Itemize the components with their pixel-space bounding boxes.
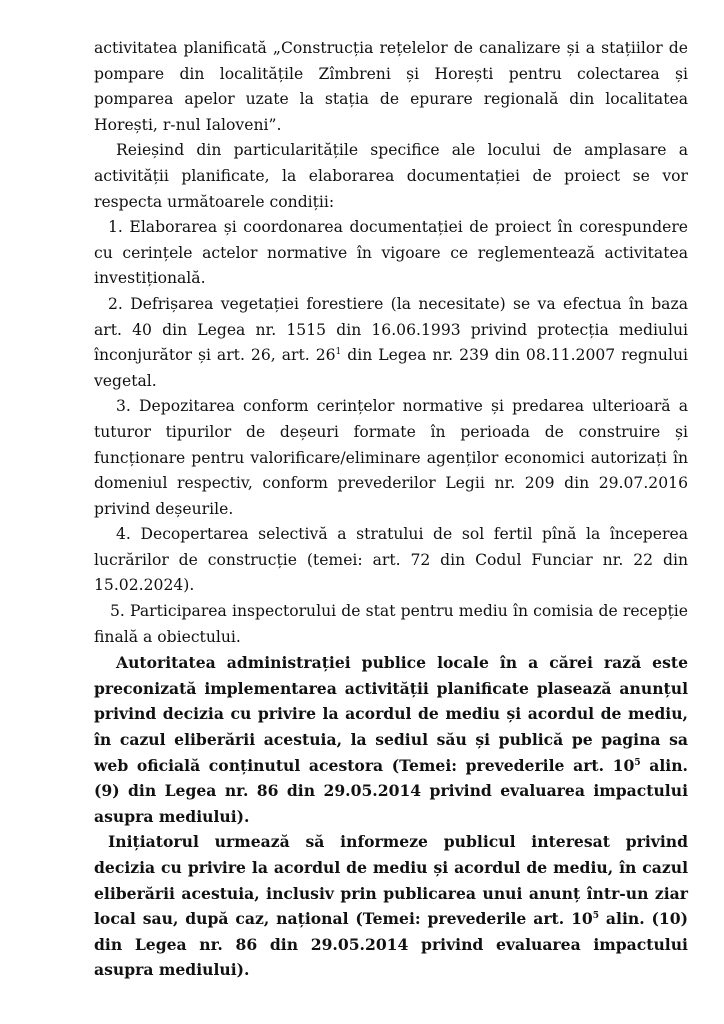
intro-paragraph: activitatea planificată „Construcția rețelelor de canalizare și a stațiilor de pompare din localitățile Zîmbreni și Horești pentru colectarea și pomparea apelor uzate la stația de epurare regională din localitatea Horești, r-nul Ialoveni”. — [94, 39, 688, 134]
document-page — [94, 36, 688, 983]
condition-2-text-a: 2. Defrișarea vegetației forestiere (la necesitate) se va efectua în baza art. 40 din Legea nr. 1515 din 16.06.1993 privind protecția mediului înconjurător și art. 26, art. 26 — [94, 294, 688, 365]
condition-4: 4. Decopertarea selectivă a stratului de sol fertil pînă la începerea lucrărilor de construcție (temei: art. 72 din Codul Funciar nr. 22 din 15.02.2024). — [94, 525, 688, 595]
condition-1: 1. Elaborarea și coordonarea documentației de proiect în corespundere cu cerințele actelor normative în vigoare ce reglementează activitatea investițională. — [94, 218, 688, 288]
authority-text-b: alin. (9) din Legea nr. 86 din 29.05.2014 privind evaluarea impactului asupra mediului). — [94, 755, 688, 826]
initiator-text-b: alin. (10) din Legea nr. 86 din 29.05.2014 privind evaluarea impactului asupra mediului). — [94, 909, 688, 980]
condition-2-text-b: din Legea nr. 239 din 08.11.2007 regnului vegetal. — [94, 346, 688, 390]
condition-5: 5. Participarea inspectorului de stat pentru mediu în comisia de recepție finală a obiectului. — [94, 602, 688, 646]
initiator-text-a: Inițiatorul urmează să informeze publicul interesat privind decizia cu privire la acordul de mediu și acordul de mediu, în cazul eliberării acestuia, inclusiv prin publicarea unui anunț într-un ziar local sau, după caz, național (Temei: prevederile art. 10 — [94, 832, 688, 929]
condition-2-superscript: 1 — [335, 347, 342, 358]
condition-2 — [94, 292, 688, 394]
authority-superscript: 5 — [634, 757, 641, 768]
initiator-paragraph — [94, 829, 688, 983]
conditions-intro-paragraph: Reieșind din particularitățile specifice ale locului de amplasare a activității planificate, la elaborarea documentației de proiect se vor respecta următoarele condiții: — [94, 141, 688, 211]
authority-paragraph — [94, 650, 688, 829]
initiator-superscript: 5 — [592, 911, 600, 922]
condition-3: 3. Depozitarea conform cerințelor normative și predarea ulterioară a tuturor tipurilor de deșeuri formate în perioada de construire și funcționare pentru valorificare/eliminare agenților economici autorizați în domeniul respectiv, conform prevederilor Legii nr. 209 din 29.07.2016 privind deșeurile. — [94, 397, 688, 518]
authority-text-a: Autoritatea administrației publice locale în a cărei rază este preconizată implementarea activității planificate plasează anunțul privind decizia cu privire la acordul de mediu și acordul de mediu, în cazul eliberării acestuia, la sediul său și publică pe pagina sa web oficială conținutul acestora (Temei: prevederile art. 10 — [94, 653, 688, 775]
